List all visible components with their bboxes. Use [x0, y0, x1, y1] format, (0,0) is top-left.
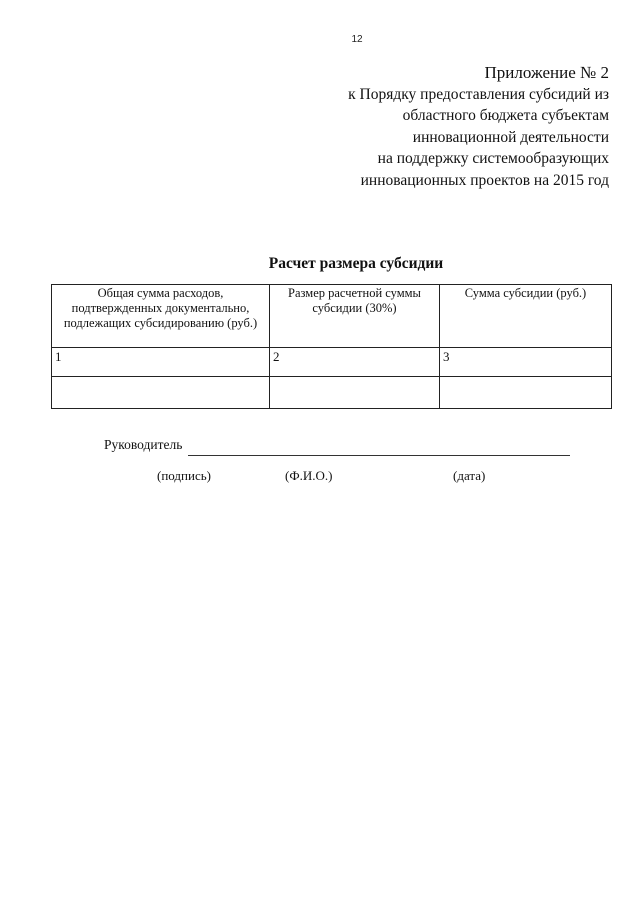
name-caption: (Ф.И.О.) — [285, 468, 333, 483]
table-cell — [52, 377, 270, 409]
date-caption: (дата) — [453, 468, 486, 483]
table-cell — [270, 377, 440, 409]
appendix-line: инновационной деятельности — [412, 128, 609, 146]
table-header-cell: Сумма субсидии (руб.) — [440, 285, 612, 348]
appendix-line: на поддержку системообразующих — [377, 150, 609, 168]
signature-caption: (подпись) — [157, 468, 211, 483]
table-row — [52, 377, 612, 409]
table-cell: 3 — [440, 348, 612, 377]
table-cell — [440, 377, 612, 409]
table-header-cell: Размер расчетной суммы субсидии (30%) — [270, 285, 440, 348]
table-cell: 2 — [270, 348, 440, 377]
table-header-row — [52, 285, 612, 348]
signature-line — [188, 455, 570, 456]
signature-label: Руководитель — [104, 437, 183, 452]
subsidy-table — [51, 284, 612, 409]
appendix-line: инновационных проектов на 2015 год — [360, 171, 609, 189]
table-header-cell: Общая сумма расходов, подтвержденных документально, подлежащих субсидированию (руб.) — [52, 285, 270, 348]
table-cell: 1 — [52, 348, 270, 377]
appendix-line: Приложение № 2 — [484, 63, 609, 82]
page-number: 12 — [351, 34, 363, 45]
appendix-line: к Порядку предоставления субсидий из — [348, 85, 609, 103]
document-title: Расчет размера субсидии — [268, 255, 444, 272]
appendix-line: областного бюджета субъектам — [402, 107, 609, 125]
appendix-header — [348, 62, 609, 192]
table-row — [52, 348, 612, 377]
